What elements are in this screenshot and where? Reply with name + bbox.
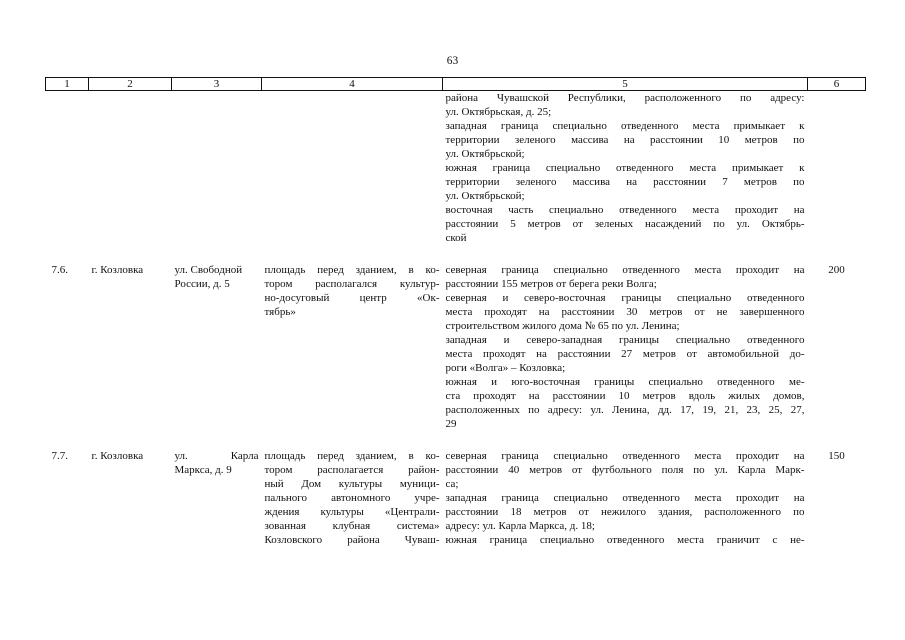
description-line: Козловского района Чуваш- [264, 534, 440, 546]
boundary-line: расстоянии 18 метров от нежилого здания, расположенного по [445, 506, 805, 518]
description-line: тором располагался культур- [264, 278, 440, 290]
boundary-line: расстоянии 155 метров от берега реки Волга; [445, 278, 657, 290]
address-line: ул. Свободной [174, 264, 243, 276]
header-col-1: 1 [46, 78, 89, 91]
boundary-line: места проходят на расстоянии 27 метров от автомобильной до- [445, 348, 805, 360]
row-address [172, 91, 262, 246]
boundary-line: места проходят на расстоянии 30 метров от не завершенного [445, 306, 805, 318]
boundary-line: 29 [445, 418, 457, 430]
table-row [46, 91, 866, 246]
boundary-line: расположенных по адресу: ул. Ленина, дд. 17, 19, 21, 23, 25, 27, [445, 404, 805, 416]
boundary-line: района Чувашской Республики, расположенного по адресу: [445, 92, 805, 104]
table-row [46, 449, 866, 547]
boundary-line: северная и северо-восточная границы специально отведенного [445, 292, 805, 304]
header-col-3: 3 [172, 78, 262, 91]
description-line: но-досуговый центр «Ок- [264, 292, 440, 304]
boundary-line: северная граница специально отведенного места проходит на [445, 450, 805, 462]
boundary-line: строительством жилого дома № 65 по ул. Ленина; [445, 320, 680, 332]
header-col-4: 4 [262, 78, 443, 91]
description-line: площадь перед зданием, в ко- [264, 264, 440, 276]
boundary-line: ул. Октябрьской; [445, 190, 525, 202]
row-locality: г. Козловка [91, 264, 144, 276]
row-locality: г. Козловка [91, 450, 144, 462]
address-line: Маркса, д. 9 [174, 464, 232, 476]
boundary-line: западная граница специально отведенного места примыкает к [445, 120, 805, 132]
row-boundaries [443, 263, 808, 431]
row-locality [89, 91, 172, 246]
boundary-line: ста проходят на расстоянии 10 метров вдоль жилых домов, [445, 390, 805, 402]
boundary-line: западная граница специально отведенного места проходит на [445, 492, 805, 504]
boundary-line: ул. Октябрьская, д. 25; [445, 106, 552, 118]
boundary-line: восточная часть специально отведенного места проходит на [445, 204, 805, 216]
header-col-6: 6 [808, 78, 866, 91]
boundary-line: са; [445, 478, 459, 490]
boundary-line: западная и северо-западная границы специально отведенного [445, 334, 805, 346]
boundary-line: территории зеленого массива на расстоянии 10 метров по [445, 134, 805, 146]
boundary-line: ул. Октябрьской; [445, 148, 525, 160]
table-header-row [46, 78, 866, 91]
boundary-line: расстоянии 5 метров от зеленых насаждений по ул. Октябрь- [445, 218, 805, 230]
boundary-line: южная граница специально отведенного места граничит с не- [445, 534, 805, 546]
boundary-line: ской [445, 232, 467, 244]
row-description [262, 449, 443, 547]
boundary-line: расстоянии 40 метров от футбольного поля по ул. Карла Марк- [445, 464, 805, 476]
places-table [45, 77, 866, 547]
boundary-line: адресу: ул. Карла Маркса, д. 18; [445, 520, 595, 532]
boundary-line: южная и юго-восточная границы специально отведенного ме- [445, 376, 805, 388]
boundary-line: территории зеленого массива на расстоянии 7 метров по [445, 176, 805, 188]
row-number: 7.7. [51, 450, 68, 462]
description-line: пального автономного учре- [264, 492, 440, 504]
boundary-line: южная граница специально отведенного места примыкает к [445, 162, 805, 174]
description-line: площадь перед зданием, в ко- [264, 450, 440, 462]
page-number: 63 [446, 55, 459, 67]
boundary-line: северная граница специально отведенного места проходит на [445, 264, 805, 276]
description-line: тором располагается район- [264, 464, 440, 476]
description-line: ждения культуры «Централи- [264, 506, 440, 518]
row-description [262, 91, 443, 246]
row-description [262, 263, 443, 431]
address-line: ул. Карла [174, 450, 259, 462]
table-row [46, 263, 866, 431]
header-col-2: 2 [89, 78, 172, 91]
description-line: тябрь» [264, 306, 296, 318]
row-address [172, 263, 262, 431]
boundary-line: роги «Волга» – Козловка; [445, 362, 566, 374]
row-boundaries [443, 91, 808, 246]
row-address [172, 449, 262, 547]
description-line: зованная клубная система» [264, 520, 440, 532]
row-boundaries [443, 449, 808, 547]
header-col-5: 5 [443, 78, 808, 91]
row-capacity: 200 [828, 264, 845, 276]
row-capacity: 150 [828, 450, 845, 462]
description-line: ный Дом культуры муници- [264, 478, 440, 490]
row-number: 7.6. [51, 264, 68, 276]
row-number [46, 91, 89, 246]
row-capacity [808, 91, 866, 246]
address-line: России, д. 5 [174, 278, 230, 290]
